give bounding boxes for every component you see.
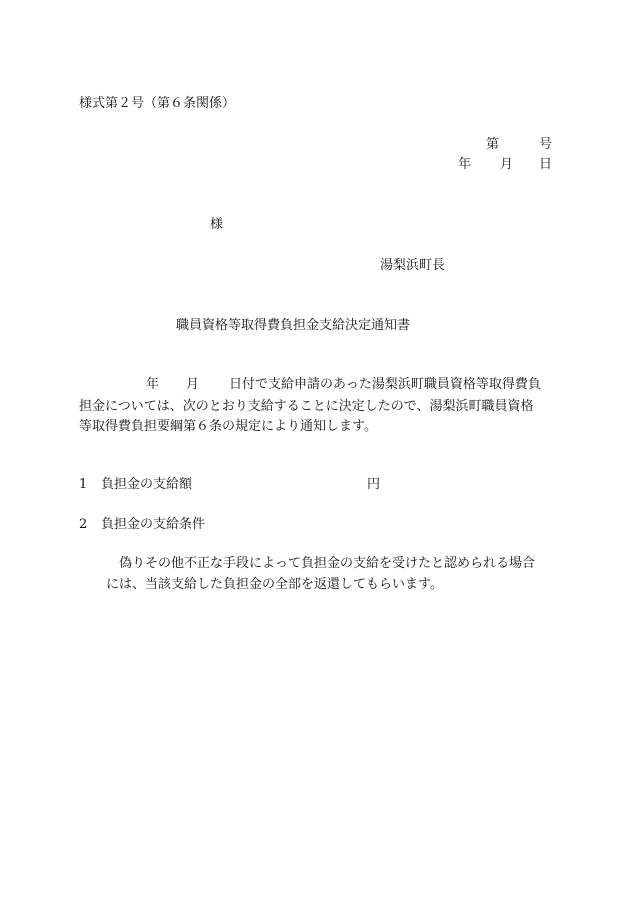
item-label: 負担金の支給額 xyxy=(101,477,193,492)
date-day: 日 xyxy=(539,157,553,172)
item-unit: 円 xyxy=(367,477,381,492)
body-line-1: 日付で支給申請のあった湯梨浜町職員資格等取得費負 xyxy=(229,377,541,392)
document-title: 職員資格等取得費負担金支給決定通知書 xyxy=(176,318,411,333)
date-month: 月 xyxy=(500,157,514,172)
form-label: 様式第２号（第６条関係） xyxy=(79,96,236,111)
condition-line-1: 偽りその他不正な手段によって負担金の支給を受けたと認められる場合 xyxy=(119,556,536,571)
addressee-suffix: 様 xyxy=(210,217,224,232)
body-line-2: 担金については、次のとおり支給することに決定したので、湯梨浜町職員資格 xyxy=(79,399,534,414)
number-prefix: 第 xyxy=(486,137,500,152)
date-year: 年 xyxy=(458,157,472,172)
item-label: 負担金の支給条件 xyxy=(101,517,206,532)
number-suffix: 号 xyxy=(539,137,553,152)
body-year: 年 xyxy=(146,377,160,392)
sender-name: 湯梨浜町長 xyxy=(380,258,446,273)
item-number: 1 xyxy=(79,477,88,492)
item-number: 2 xyxy=(79,517,88,532)
condition-line-2: には、当該支給した負担金の全部を返還してもらいます。 xyxy=(106,577,443,592)
body-line-3: 等取得費負担要綱第６条の規定により通知します。 xyxy=(79,419,377,434)
body-month: 月 xyxy=(186,377,200,392)
